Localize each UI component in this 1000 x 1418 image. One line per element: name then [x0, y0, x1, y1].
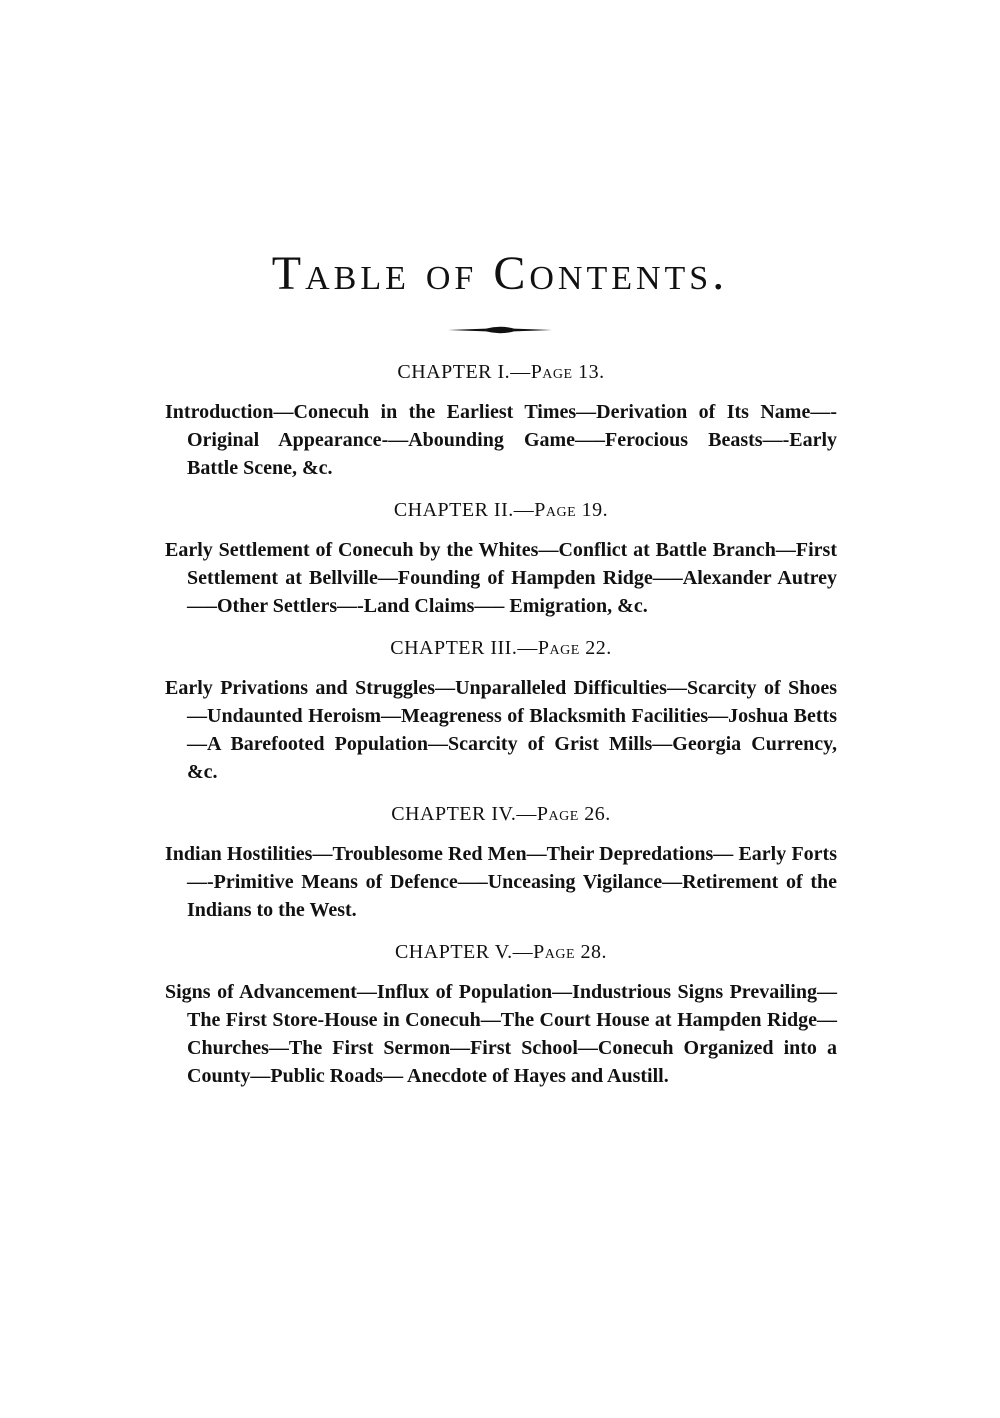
chapter-heading	[165, 496, 837, 524]
chapter-entry	[165, 800, 837, 924]
chapter-summary: Introduction—Conecuh in the Earliest Times—Derivation of Its Name—-Original Appearance-—Abounding Game—–Ferocious Beasts—-Early Battle Scene, &c.	[165, 401, 837, 479]
chapter-heading	[165, 800, 837, 828]
chapter-entry	[165, 634, 837, 786]
chapter-label: CHAPTER V.	[394, 941, 513, 963]
page-word: —Page	[512, 941, 576, 963]
chapter-entry	[165, 938, 837, 1090]
page-word: —Page	[517, 637, 580, 659]
chapter-heading	[165, 358, 837, 386]
chapter-heading	[165, 938, 837, 966]
page-number: 22.	[585, 637, 612, 659]
chapter-summary: Early Privations and Struggles—Unparalleled Difficulties—Scarcity of Shoes—Undaunted Heroism—Meagreness of Blacksmith Facilities—Joshua Betts—A Barefooted Population—Scarcity of Grist Mills—Georgia Currency, &c.	[165, 677, 837, 783]
title-ornament-rule	[448, 322, 552, 338]
chapter-entry	[165, 496, 837, 620]
page-word: —Page	[513, 499, 577, 521]
chapter-summary: Indian Hostilities—Troublesome Red Men—Their Depredations— Early Forts—-Primitive Means of Defence—–Unceasing Vigilance—Retirement of the Indians to the West.	[165, 843, 837, 921]
chapter-summary: Signs of Advancement—Influx of Population—Industrious Signs Prevailing—The First Store-House in Conecuh—The Court House at Hampden Ridge—Churches—The First Sermon—First School—Conecuh Organized into a County—Public Roads— Anecdote of Hayes and Austill.	[165, 981, 837, 1087]
page-number: 13.	[578, 361, 605, 383]
chapter-label: CHAPTER III.	[390, 637, 518, 659]
chapter-label: CHAPTER I.	[397, 361, 511, 383]
chapter-heading	[165, 634, 837, 662]
page-number: 26.	[584, 803, 611, 825]
chapter-label: CHAPTER IV.	[391, 803, 517, 825]
chapter-summary: Early Settlement of Conecuh by the Whites—Conflict at Battle Branch—First Settlement at Bellville—Founding of Hampden Ridge—–Alexander Autrey—–Other Settlers—-Land Claims—– Emigration, &c.	[165, 539, 837, 617]
page-number: 28.	[580, 941, 608, 963]
chapter-label: CHAPTER II.	[393, 499, 514, 521]
table-of-contents	[165, 358, 837, 1104]
page-word: —Page	[510, 361, 573, 383]
page-title: Table of Contents.	[271, 247, 729, 300]
chapter-entry	[165, 358, 837, 482]
page-number: 19.	[581, 499, 609, 521]
page-word: —Page	[516, 803, 579, 825]
